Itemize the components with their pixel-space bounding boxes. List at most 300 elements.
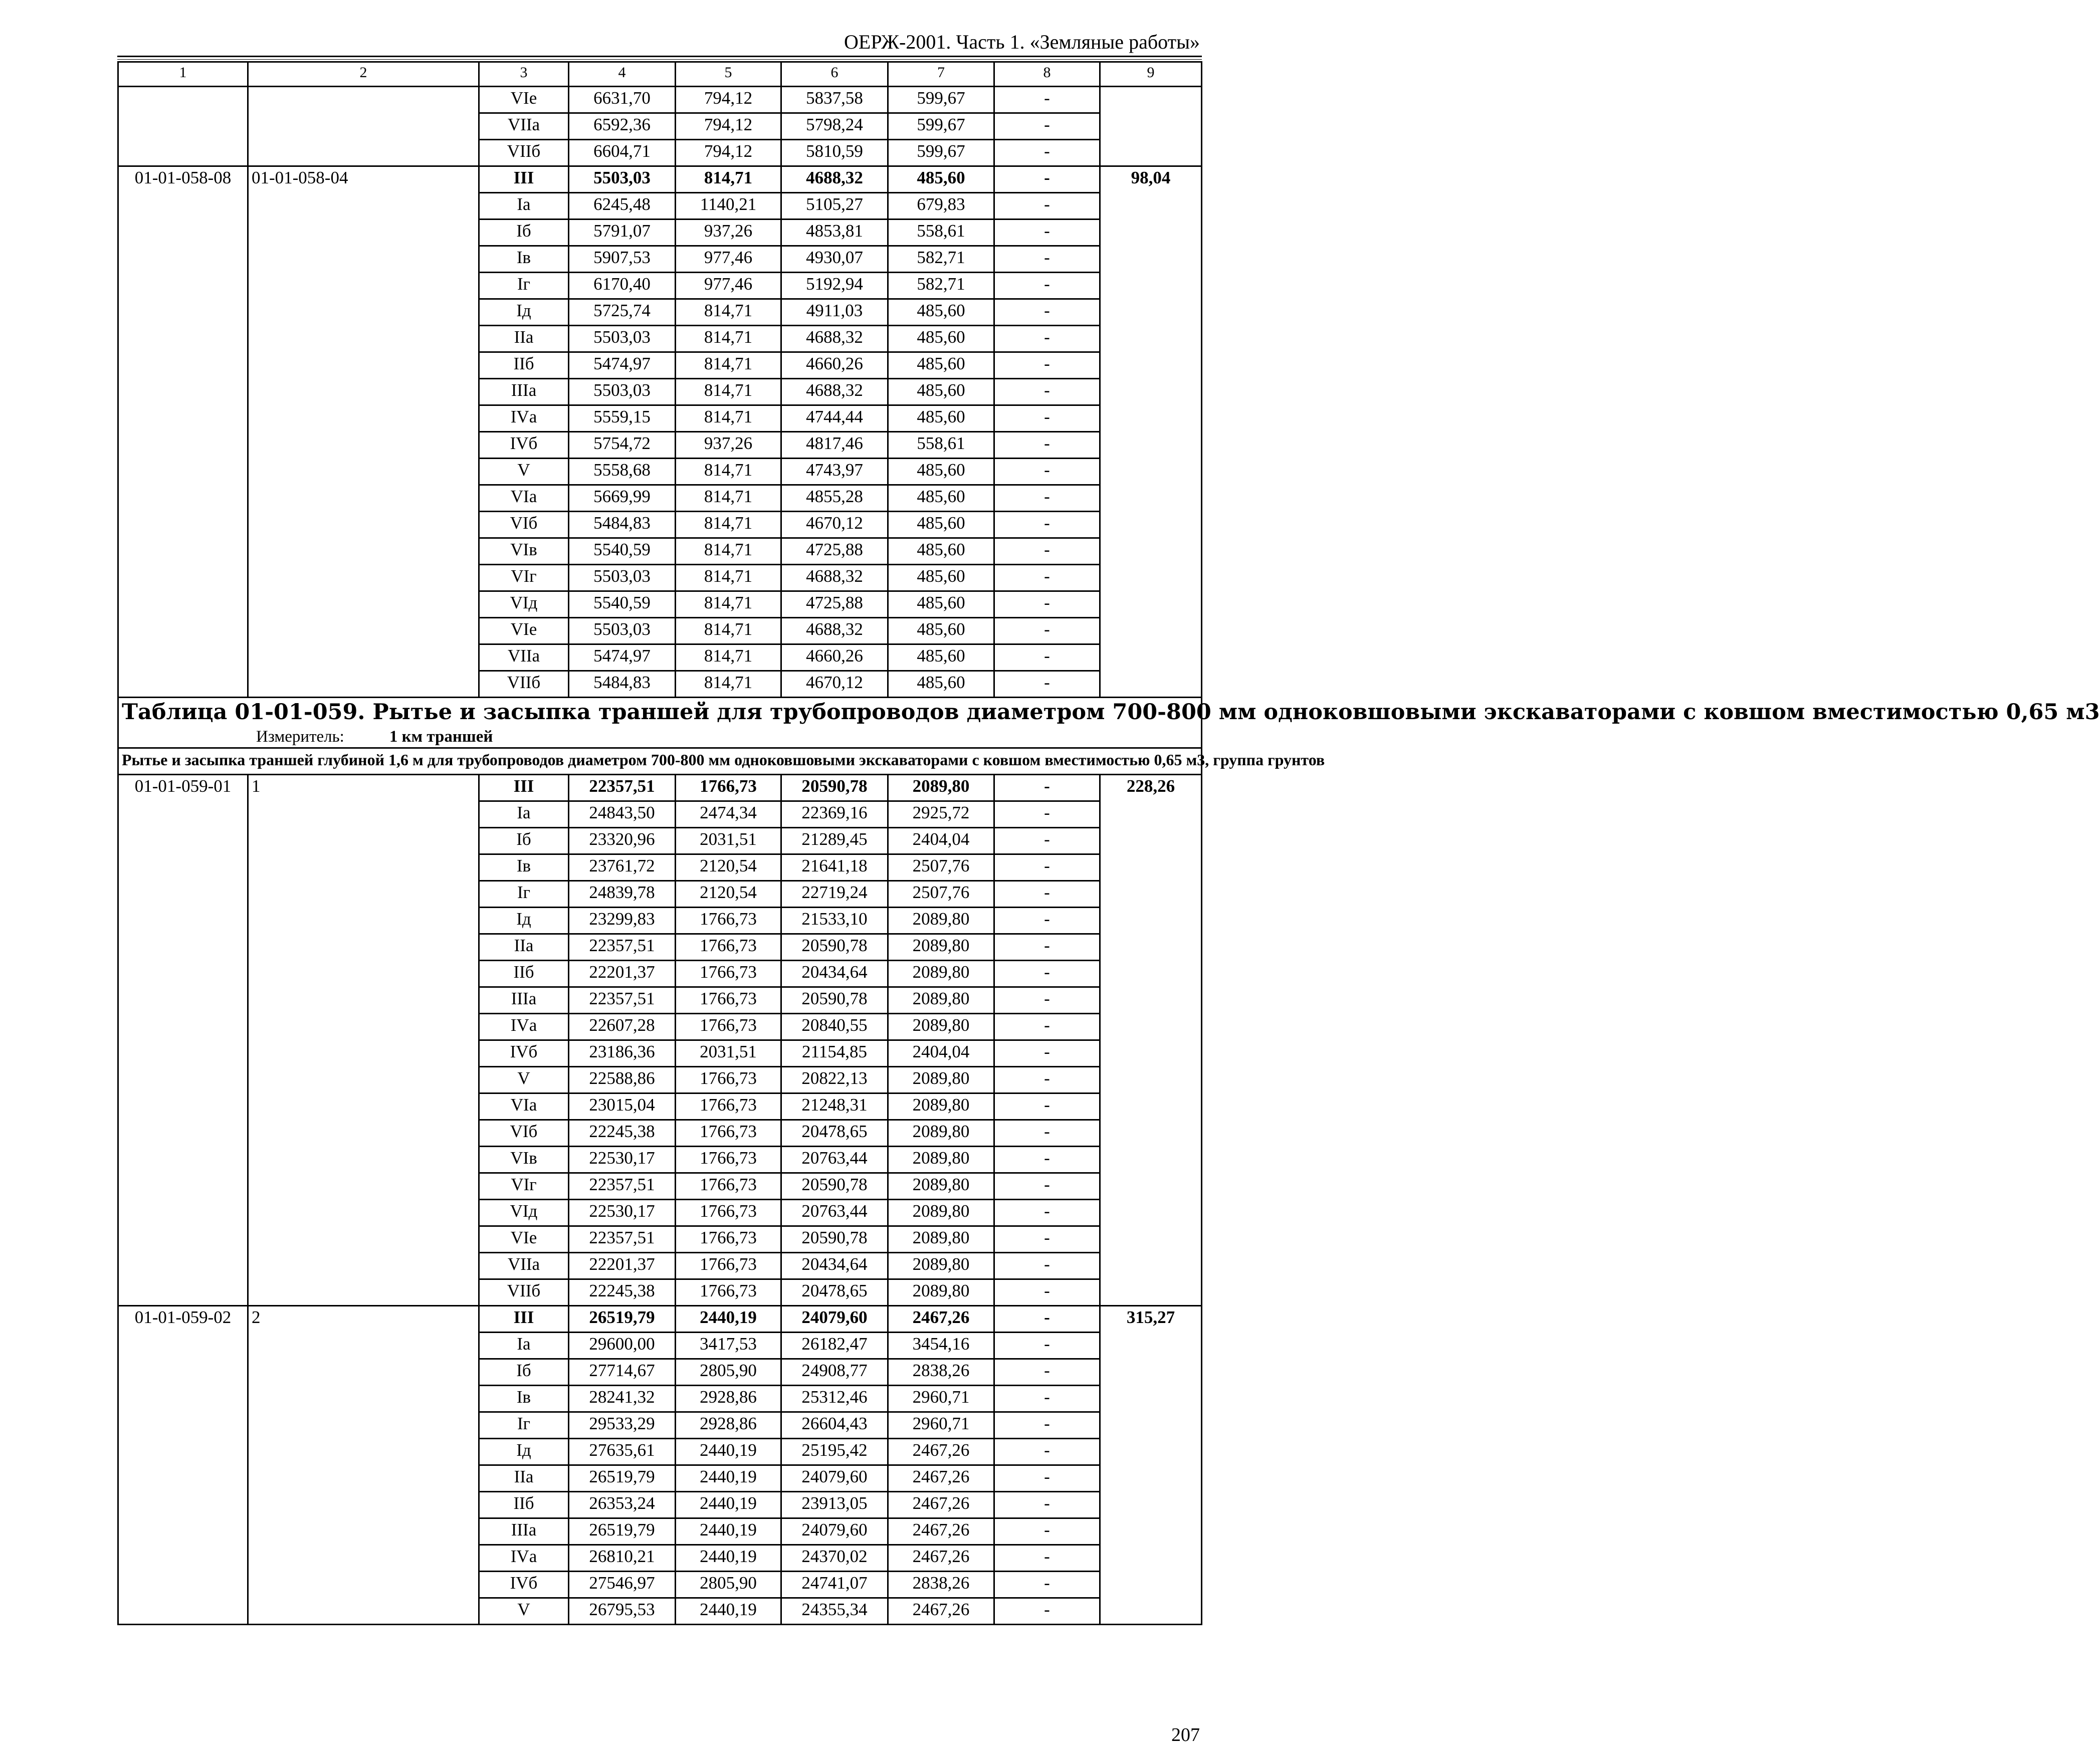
value-cell: - (994, 1014, 1100, 1040)
value-cell: 20822,13 (781, 1067, 888, 1093)
value-cell: 937,26 (676, 432, 781, 459)
value-cell: 4660,26 (781, 352, 888, 379)
column-number: 7 (888, 62, 994, 87)
soil-group: VIг (479, 565, 569, 591)
measure-line (256, 726, 1198, 747)
value-cell: 4743,97 (781, 459, 888, 485)
value-cell: - (994, 1200, 1100, 1226)
value-cell: 22357,51 (569, 1173, 676, 1200)
value-cell: 22201,37 (569, 1253, 676, 1279)
value-cell: - (994, 352, 1100, 379)
value-cell: - (994, 432, 1100, 459)
value-cell: 1766,73 (676, 961, 781, 987)
soil-group: IIа (479, 934, 569, 961)
value-cell: 29600,00 (569, 1333, 676, 1359)
table-subtitle-row (118, 748, 1202, 775)
soil-group: VIIа (479, 644, 569, 671)
value-cell: 485,60 (888, 405, 994, 432)
value-cell: 1766,73 (676, 1014, 781, 1040)
value-cell: 5503,03 (569, 379, 676, 405)
value-cell: 20590,78 (781, 1226, 888, 1253)
soil-group: IVа (479, 1014, 569, 1040)
value-cell: 26519,79 (569, 1518, 676, 1545)
value-cell: - (994, 326, 1100, 352)
value-cell: 20590,78 (781, 1173, 888, 1200)
rate-reference (248, 87, 479, 166)
value-cell: 20840,55 (781, 1014, 888, 1040)
value-cell: 4688,32 (781, 565, 888, 591)
value-cell: - (994, 1279, 1100, 1306)
value-cell: 26182,47 (781, 1333, 888, 1359)
soil-group: IVа (479, 1545, 569, 1572)
value-cell: 23186,36 (569, 1040, 676, 1067)
value-cell: 4670,12 (781, 671, 888, 698)
value-cell: 485,60 (888, 591, 994, 618)
value-cell: 22369,16 (781, 801, 888, 828)
value-cell: 2089,80 (888, 1226, 994, 1253)
value-cell: 2404,04 (888, 828, 994, 854)
value-cell: 2805,90 (676, 1572, 781, 1598)
rate-code (118, 87, 248, 166)
value-cell: 22588,86 (569, 1067, 676, 1093)
value-cell: 2089,80 (888, 1173, 994, 1200)
value-cell: 1140,21 (676, 193, 781, 219)
soil-group: IIIа (479, 1518, 569, 1545)
value-cell: 23015,04 (569, 1093, 676, 1120)
rate-reference: 1 (248, 775, 479, 1306)
value-cell: 2089,80 (888, 908, 994, 934)
value-cell: 599,67 (888, 113, 994, 140)
value-cell: 5474,97 (569, 644, 676, 671)
measure-value: 1 км траншей (389, 728, 493, 746)
value-cell: 814,71 (676, 379, 781, 405)
value-cell: 22245,38 (569, 1120, 676, 1147)
value-cell: 485,60 (888, 644, 994, 671)
value-cell: 5810,59 (781, 140, 888, 166)
value-cell: 2928,86 (676, 1412, 781, 1439)
value-cell: 1766,73 (676, 1173, 781, 1200)
soil-group: VIIа (479, 113, 569, 140)
value-cell: - (994, 1572, 1100, 1598)
value-cell: 20763,44 (781, 1200, 888, 1226)
value-cell: 937,26 (676, 219, 781, 246)
value-cell: 4817,46 (781, 432, 888, 459)
column-number-row (118, 62, 1202, 87)
value-cell: 24908,77 (781, 1359, 888, 1386)
soil-group: V (479, 1067, 569, 1093)
table-caption-row (118, 698, 1202, 748)
value-cell: 2805,90 (676, 1359, 781, 1386)
value-cell: 5754,72 (569, 432, 676, 459)
value-cell: - (994, 1226, 1100, 1253)
soil-group: VIе (479, 618, 569, 644)
value-cell: 485,60 (888, 618, 994, 644)
value-cell: 1766,73 (676, 1200, 781, 1226)
column-number: 8 (994, 62, 1100, 87)
column-number: 3 (479, 62, 569, 87)
value-cell: 4930,07 (781, 246, 888, 273)
value-cell: 2089,80 (888, 1147, 994, 1173)
value-cell: 4853,81 (781, 219, 888, 246)
value-cell: 3417,53 (676, 1333, 781, 1359)
value-cell: 6245,48 (569, 193, 676, 219)
soil-group: VIIб (479, 1279, 569, 1306)
value-cell: 21533,10 (781, 908, 888, 934)
value-cell: 22719,24 (781, 881, 888, 908)
value-cell: 1766,73 (676, 775, 781, 801)
value-cell: - (994, 908, 1100, 934)
value-cell: 5503,03 (569, 618, 676, 644)
value-cell: 977,46 (676, 273, 781, 299)
value-cell: - (994, 512, 1100, 538)
value-cell: 22530,17 (569, 1147, 676, 1173)
value-cell: 21154,85 (781, 1040, 888, 1067)
rate-reference: 01-01-058-04 (248, 166, 479, 698)
table-subtitle: Рытье и засыпка траншей глубиной 1,6 м для трубопроводов диаметром 700-800 мм одноковшовыми экскаваторами с ковшом вместимостью 0,65 м3, группа грунтов (118, 748, 1202, 775)
value-cell: 814,71 (676, 485, 781, 512)
value-cell: 2089,80 (888, 1279, 994, 1306)
soil-group: Iг (479, 273, 569, 299)
value-cell: 5503,03 (569, 565, 676, 591)
value-cell: 2404,04 (888, 1040, 994, 1067)
value-cell: 814,71 (676, 405, 781, 432)
column-number: 1 (118, 62, 248, 87)
table-caption (118, 698, 2100, 748)
soil-group: Iб (479, 828, 569, 854)
soil-group: Iб (479, 1359, 569, 1386)
value-cell: 485,60 (888, 565, 994, 591)
value-cell: 2440,19 (676, 1306, 781, 1333)
value-cell: 977,46 (676, 246, 781, 273)
value-cell: 485,60 (888, 538, 994, 565)
soil-group: IIIа (479, 987, 569, 1014)
value-cell: 2440,19 (676, 1492, 781, 1518)
value-cell: 5559,15 (569, 405, 676, 432)
value-cell: - (994, 854, 1100, 881)
value-cell: 5474,97 (569, 352, 676, 379)
value-cell: 1766,73 (676, 1253, 781, 1279)
value-cell: - (994, 1067, 1100, 1093)
soil-group: VIг (479, 1173, 569, 1200)
value-cell: 2838,26 (888, 1572, 994, 1598)
value-cell: 21289,45 (781, 828, 888, 854)
value-cell: 20434,64 (781, 1253, 888, 1279)
value-cell: 20763,44 (781, 1147, 888, 1173)
column-number: 2 (248, 62, 479, 87)
value-cell: 1766,73 (676, 908, 781, 934)
value-cell: 24355,34 (781, 1598, 888, 1625)
value-cell: 22357,51 (569, 775, 676, 801)
value-cell: 5484,83 (569, 512, 676, 538)
value-cell: 2507,76 (888, 881, 994, 908)
measure-label: Измеритель: (256, 728, 344, 746)
value-cell: 1766,73 (676, 1093, 781, 1120)
soil-group: IVб (479, 432, 569, 459)
value-cell: 485,60 (888, 512, 994, 538)
soil-group: Iв (479, 1386, 569, 1412)
value-cell: - (994, 1040, 1100, 1067)
value-cell: 2960,71 (888, 1386, 994, 1412)
soil-group: VIб (479, 512, 569, 538)
value-cell: 2507,76 (888, 854, 994, 881)
value-cell: - (994, 591, 1100, 618)
table-row (118, 775, 1202, 801)
value-cell: 2120,54 (676, 854, 781, 881)
value-cell: - (994, 934, 1100, 961)
soil-group: VIIб (479, 140, 569, 166)
rate-reference: 2 (248, 1306, 479, 1625)
value-cell: 24079,60 (781, 1306, 888, 1333)
value-cell: 5791,07 (569, 219, 676, 246)
value-cell: 5798,24 (781, 113, 888, 140)
value-cell: - (994, 113, 1100, 140)
soil-group: IIб (479, 352, 569, 379)
soil-group: III (479, 1306, 569, 1333)
total-cost: 228,26 (1100, 775, 1202, 1306)
value-cell: 24370,02 (781, 1545, 888, 1572)
value-cell: 4688,32 (781, 379, 888, 405)
value-cell: 3454,16 (888, 1333, 994, 1359)
value-cell: 558,61 (888, 432, 994, 459)
value-cell: 22201,37 (569, 961, 676, 987)
value-cell: 4670,12 (781, 512, 888, 538)
value-cell: 814,71 (676, 538, 781, 565)
value-cell: - (994, 987, 1100, 1014)
value-cell: 26519,79 (569, 1465, 676, 1492)
value-cell: - (994, 273, 1100, 299)
value-cell: 814,71 (676, 671, 781, 698)
soil-group: Iб (479, 219, 569, 246)
soil-group: IVб (479, 1572, 569, 1598)
value-cell: - (994, 1439, 1100, 1465)
value-cell: 4660,26 (781, 644, 888, 671)
value-cell: 20478,65 (781, 1279, 888, 1306)
value-cell: 26519,79 (569, 1306, 676, 1333)
soil-group: V (479, 1598, 569, 1625)
value-cell: 24843,50 (569, 801, 676, 828)
value-cell: 5558,68 (569, 459, 676, 485)
value-cell: 2467,26 (888, 1598, 994, 1625)
value-cell: 814,71 (676, 644, 781, 671)
soil-group: IIа (479, 326, 569, 352)
soil-group: IIIа (479, 379, 569, 405)
value-cell: 4855,28 (781, 485, 888, 512)
value-cell: 814,71 (676, 299, 781, 326)
table-title: Таблица 01-01-059. Рытье и засыпка траншей для трубопроводов диаметром 700-800 мм одноковшовыми экскаваторами с ковшом вместимостью 0,65 м3 (122, 700, 2100, 725)
value-cell: - (994, 140, 1100, 166)
value-cell: 1766,73 (676, 934, 781, 961)
soil-group: VIб (479, 1120, 569, 1147)
value-cell: 2089,80 (888, 1253, 994, 1279)
value-cell: 22245,38 (569, 1279, 676, 1306)
value-cell: - (994, 1120, 1100, 1147)
value-cell: 23299,83 (569, 908, 676, 934)
value-cell: - (994, 246, 1100, 273)
value-cell: 485,60 (888, 379, 994, 405)
soil-group: IIб (479, 961, 569, 987)
value-cell: 814,71 (676, 618, 781, 644)
value-cell: 20590,78 (781, 987, 888, 1014)
value-cell: 2089,80 (888, 1200, 994, 1226)
value-cell: - (994, 961, 1100, 987)
value-cell: 485,60 (888, 485, 994, 512)
value-cell: 2089,80 (888, 987, 994, 1014)
soil-group: III (479, 775, 569, 801)
value-cell: 1766,73 (676, 1147, 781, 1173)
rates-table (117, 61, 2100, 1625)
value-cell: 26795,53 (569, 1598, 676, 1625)
value-cell: - (994, 1333, 1100, 1359)
value-cell: 814,71 (676, 565, 781, 591)
value-cell: 2467,26 (888, 1465, 994, 1492)
value-cell: 558,61 (888, 219, 994, 246)
value-cell: 5503,03 (569, 326, 676, 352)
soil-group: Iв (479, 854, 569, 881)
soil-group: III (479, 166, 569, 193)
value-cell: 814,71 (676, 512, 781, 538)
soil-group: V (479, 459, 569, 485)
value-cell: - (994, 801, 1100, 828)
value-cell: 599,67 (888, 87, 994, 113)
rates-table-body (118, 62, 2100, 1625)
value-cell: 2440,19 (676, 1518, 781, 1545)
value-cell: 23320,96 (569, 828, 676, 854)
header-rule (117, 56, 1202, 57)
value-cell: 794,12 (676, 87, 781, 113)
soil-group: VIIа (479, 1253, 569, 1279)
value-cell: - (994, 1306, 1100, 1333)
soil-group: Iд (479, 1439, 569, 1465)
soil-group: IIа (479, 1465, 569, 1492)
value-cell: 29533,29 (569, 1412, 676, 1439)
value-cell: - (994, 1518, 1100, 1545)
value-cell: 5837,58 (781, 87, 888, 113)
value-cell: 26604,43 (781, 1412, 888, 1439)
value-cell: 2089,80 (888, 775, 994, 801)
soil-group: VIе (479, 1226, 569, 1253)
soil-group: VIв (479, 1147, 569, 1173)
value-cell: 6170,40 (569, 273, 676, 299)
value-cell: - (994, 828, 1100, 854)
value-cell: 485,60 (888, 459, 994, 485)
value-cell: - (994, 1465, 1100, 1492)
value-cell: 2467,26 (888, 1545, 994, 1572)
value-cell: 22357,51 (569, 934, 676, 961)
value-cell: 5105,27 (781, 193, 888, 219)
page-number: 207 (1171, 1724, 1200, 1745)
table-row (118, 166, 1202, 193)
soil-group: VIд (479, 1200, 569, 1226)
value-cell: 2440,19 (676, 1439, 781, 1465)
value-cell: - (994, 644, 1100, 671)
column-number: 5 (676, 62, 781, 87)
value-cell: - (994, 1173, 1100, 1200)
value-cell: 27635,61 (569, 1439, 676, 1465)
rate-code: 01-01-059-02 (118, 1306, 248, 1625)
value-cell: 21641,18 (781, 854, 888, 881)
value-cell: - (994, 1386, 1100, 1412)
value-cell: - (994, 565, 1100, 591)
value-cell: 5907,53 (569, 246, 676, 273)
soil-group: IVа (479, 405, 569, 432)
value-cell: 20478,65 (781, 1120, 888, 1147)
soil-group: Iд (479, 908, 569, 934)
value-cell: 4725,88 (781, 591, 888, 618)
value-cell: 28241,32 (569, 1386, 676, 1412)
soil-group: Iд (479, 299, 569, 326)
value-cell: 22357,51 (569, 987, 676, 1014)
value-cell: 22607,28 (569, 1014, 676, 1040)
soil-group: IVб (479, 1040, 569, 1067)
value-cell: 794,12 (676, 140, 781, 166)
value-cell: - (994, 459, 1100, 485)
value-cell: - (994, 775, 1100, 801)
soil-group: Iа (479, 801, 569, 828)
soil-group: VIIб (479, 671, 569, 698)
value-cell: 26810,21 (569, 1545, 676, 1572)
soil-group: VIв (479, 538, 569, 565)
soil-group: VIа (479, 1093, 569, 1120)
value-cell: - (994, 1093, 1100, 1120)
value-cell: 2120,54 (676, 881, 781, 908)
value-cell: 4744,44 (781, 405, 888, 432)
value-cell: - (994, 1412, 1100, 1439)
value-cell: 2474,34 (676, 801, 781, 828)
value-cell: 27546,97 (569, 1572, 676, 1598)
value-cell: 2031,51 (676, 828, 781, 854)
soil-group: VIд (479, 591, 569, 618)
value-cell: 5192,94 (781, 273, 888, 299)
value-cell: 5540,59 (569, 591, 676, 618)
value-cell: - (994, 1492, 1100, 1518)
soil-group: Iа (479, 193, 569, 219)
value-cell: - (994, 538, 1100, 565)
value-cell: 1766,73 (676, 1279, 781, 1306)
soil-group: Iг (479, 1412, 569, 1439)
value-cell: - (994, 618, 1100, 644)
running-title: ОЕРЖ-2001. Часть 1. «Земляные работы» (844, 31, 1200, 53)
value-cell: 20590,78 (781, 934, 888, 961)
value-cell: 5725,74 (569, 299, 676, 326)
value-cell: 2440,19 (676, 1598, 781, 1625)
value-cell: - (994, 219, 1100, 246)
rate-code: 01-01-058-08 (118, 166, 248, 698)
value-cell: 25195,42 (781, 1439, 888, 1465)
value-cell: 2838,26 (888, 1359, 994, 1386)
value-cell: 794,12 (676, 113, 781, 140)
value-cell: 814,71 (676, 326, 781, 352)
total-cost: 315,27 (1100, 1306, 1202, 1625)
value-cell: 4688,32 (781, 166, 888, 193)
value-cell: 2031,51 (676, 1040, 781, 1067)
value-cell: 25312,46 (781, 1386, 888, 1412)
column-number: 4 (569, 62, 676, 87)
value-cell: 24741,07 (781, 1572, 888, 1598)
value-cell: 20434,64 (781, 961, 888, 987)
value-cell: 1766,73 (676, 1067, 781, 1093)
value-cell: 22357,51 (569, 1226, 676, 1253)
value-cell: - (994, 299, 1100, 326)
column-number: 9 (1100, 62, 1202, 87)
value-cell: 20590,78 (781, 775, 888, 801)
total-cost (1100, 87, 1202, 166)
value-cell: - (994, 1598, 1100, 1625)
value-cell: 582,71 (888, 273, 994, 299)
value-cell: 814,71 (676, 591, 781, 618)
value-cell: 2440,19 (676, 1465, 781, 1492)
value-cell: 5669,99 (569, 485, 676, 512)
column-number: 6 (781, 62, 888, 87)
